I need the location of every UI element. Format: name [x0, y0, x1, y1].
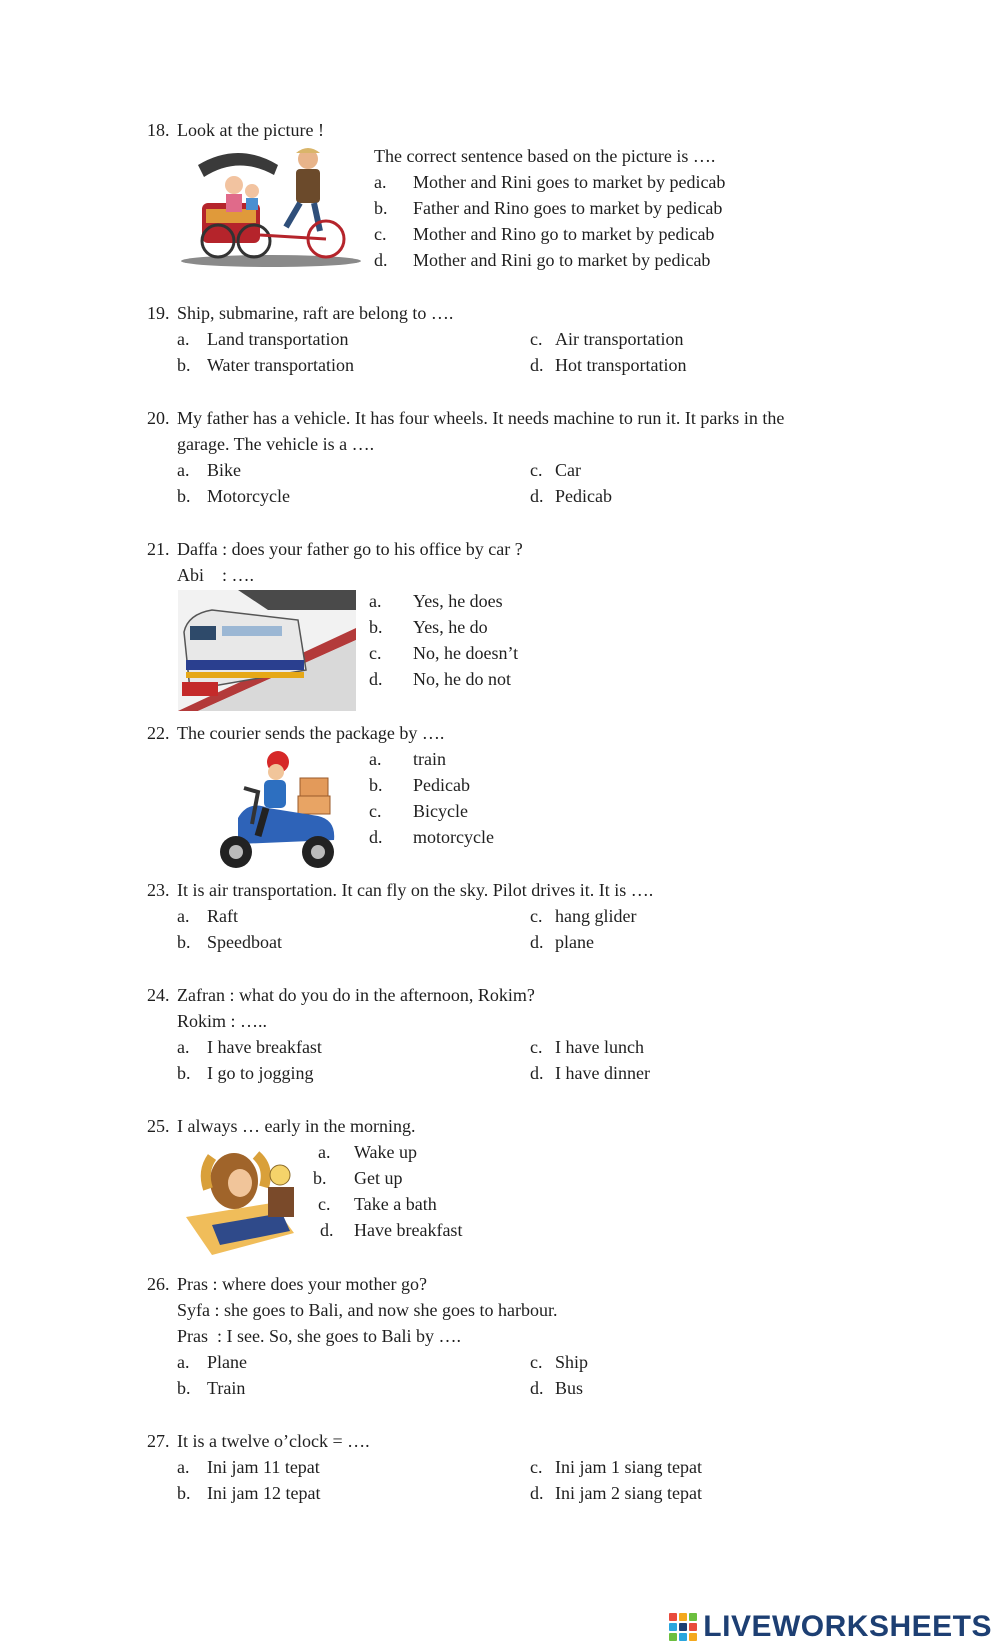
q22-option-b-letter[interactable]: b. [369, 775, 383, 795]
q20-option-d-letter[interactable]: d. [530, 486, 544, 506]
q19-option-d-letter[interactable]: d. [530, 355, 544, 375]
q23-option-c-letter[interactable]: c. [530, 906, 543, 926]
q24-option-a-text[interactable]: I have breakfast [207, 1037, 322, 1057]
q25-option-b-letter[interactable]: b. [313, 1168, 327, 1188]
question-21-text-line2: Abi : …. [177, 565, 255, 585]
q19-option-d-text[interactable]: Hot transportation [555, 355, 687, 375]
question-26-number: 26. [147, 1274, 170, 1294]
question-27-text: It is a twelve o’clock = …. [177, 1431, 370, 1451]
q18-option-b-text[interactable]: Father and Rino goes to market by pedicab [413, 198, 723, 218]
question-27-number: 27. [147, 1431, 170, 1451]
liveworksheets-logo[interactable] [669, 1610, 992, 1644]
q26-option-b-text[interactable]: Train [207, 1378, 246, 1398]
q21-option-a-text[interactable]: Yes, he does [413, 591, 503, 611]
question-18-number: 18. [147, 120, 170, 140]
q21-option-b-text[interactable]: Yes, he do [413, 617, 488, 637]
q27-option-b-text[interactable]: Ini jam 12 tepat [207, 1483, 321, 1503]
q19-option-b-text[interactable]: Water transportation [207, 355, 354, 375]
q27-option-a-letter[interactable]: a. [177, 1457, 190, 1477]
q23-option-d-text[interactable]: plane [555, 932, 594, 952]
question-18-subtext: The correct sentence based on the picture is …. [374, 146, 716, 166]
question-26-text-line3: Pras : I see. So, she goes to Bali by …. [177, 1326, 461, 1346]
q25-option-c-text[interactable]: Take a bath [354, 1194, 437, 1214]
q24-option-b-text[interactable]: I go to jogging [207, 1063, 314, 1083]
question-22-text: The courier sends the package by …. [177, 723, 445, 743]
q26-option-d-letter[interactable]: d. [530, 1378, 544, 1398]
pedicab-family-illustration [178, 145, 364, 271]
q20-option-c-text[interactable]: Car [555, 460, 581, 480]
q22-option-d-text[interactable]: motorcycle [413, 827, 494, 847]
question-19-number: 19. [147, 303, 170, 323]
q25-option-c-letter[interactable]: c. [318, 1194, 331, 1214]
question-20-text: My father has a vehicle. It has four wheels. It needs machine to run it. It parks in the [177, 408, 785, 428]
q26-option-a-text[interactable]: Plane [207, 1352, 247, 1372]
q21-option-a-letter[interactable]: a. [369, 591, 382, 611]
question-25-text: I always … early in the morning. [177, 1116, 416, 1136]
q21-option-d-letter[interactable]: d. [369, 669, 383, 689]
q24-option-d-text[interactable]: I have dinner [555, 1063, 650, 1083]
q26-option-a-letter[interactable]: a. [177, 1352, 190, 1372]
question-24-text-line2: Rokim : ….. [177, 1011, 268, 1031]
q26-option-c-text[interactable]: Ship [555, 1352, 589, 1372]
q27-option-d-letter[interactable]: d. [530, 1483, 544, 1503]
question-18-text: Look at the picture ! [177, 120, 324, 140]
q24-option-c-letter[interactable]: c. [530, 1037, 543, 1057]
q19-option-c-text[interactable]: Air transportation [555, 329, 684, 349]
q27-option-a-text[interactable]: Ini jam 11 tepat [207, 1457, 320, 1477]
q23-option-b-letter[interactable]: b. [177, 932, 191, 952]
q21-option-b-letter[interactable]: b. [369, 617, 383, 637]
q18-option-d-letter[interactable]: d. [374, 250, 388, 270]
q19-option-a-letter[interactable]: a. [177, 329, 190, 349]
question-20-text-line2: garage. The vehicle is a …. [177, 434, 375, 454]
q22-option-c-letter[interactable]: c. [369, 801, 382, 821]
girl-waking-up-illustration [182, 1141, 306, 1259]
q23-option-d-letter[interactable]: d. [530, 932, 544, 952]
q24-option-c-text[interactable]: I have lunch [555, 1037, 644, 1057]
question-24-text: Zafran : what do you do in the afternoon, Rokim? [177, 985, 535, 1005]
q27-option-c-letter[interactable]: c. [530, 1457, 543, 1477]
q18-option-a-letter[interactable]: a. [374, 172, 387, 192]
q24-option-d-letter[interactable]: d. [530, 1063, 544, 1083]
q20-option-a-text[interactable]: Bike [207, 460, 241, 480]
q26-option-b-letter[interactable]: b. [177, 1378, 191, 1398]
q18-option-a-text[interactable]: Mother and Rini goes to market by pedicab [413, 172, 726, 192]
question-23-number: 23. [147, 880, 170, 900]
question-26-text-line2: Syfa : she goes to Bali, and now she goes to harbour. [177, 1300, 558, 1320]
q23-option-a-letter[interactable]: a. [177, 906, 190, 926]
q20-option-a-letter[interactable]: a. [177, 460, 190, 480]
question-20-number: 20. [147, 408, 170, 428]
train-at-station-illustration [178, 590, 356, 711]
q18-option-c-letter[interactable]: c. [374, 224, 387, 244]
courier-scooter-illustration [208, 748, 344, 874]
q27-option-c-text[interactable]: Ini jam 1 siang tepat [555, 1457, 702, 1477]
q19-option-a-text[interactable]: Land transportation [207, 329, 349, 349]
q18-option-b-letter[interactable]: b. [374, 198, 388, 218]
q24-option-a-letter[interactable]: a. [177, 1037, 190, 1057]
q27-option-b-letter[interactable]: b. [177, 1483, 191, 1503]
q20-option-d-text[interactable]: Pedicab [555, 486, 612, 506]
question-21-text: Daffa : does your father go to his office by car ? [177, 539, 523, 559]
q22-option-a-letter[interactable]: a. [369, 749, 382, 769]
q19-option-c-letter[interactable]: c. [530, 329, 543, 349]
q23-option-a-text[interactable]: Raft [207, 906, 238, 926]
q24-option-b-letter[interactable]: b. [177, 1063, 191, 1083]
q20-option-b-text[interactable]: Motorcycle [207, 486, 290, 506]
q22-option-a-text[interactable]: train [413, 749, 446, 769]
q18-option-c-text[interactable]: Mother and Rino go to market by pedicab [413, 224, 715, 244]
q25-option-a-letter[interactable]: a. [318, 1142, 331, 1162]
question-26-text: Pras : where does your mother go? [177, 1274, 427, 1294]
question-24-number: 24. [147, 985, 170, 1005]
question-19-text: Ship, submarine, raft are belong to …. [177, 303, 454, 323]
q26-option-d-text[interactable]: Bus [555, 1378, 584, 1398]
question-25-number: 25. [147, 1116, 170, 1136]
q18-option-d-text[interactable]: Mother and Rini go to market by pedicab [413, 250, 711, 270]
q25-option-d-text[interactable]: Have breakfast [354, 1220, 463, 1240]
q21-option-d-text[interactable]: No, he do not [413, 669, 511, 689]
q21-option-c-letter[interactable]: c. [369, 643, 382, 663]
liveworksheets-logo-icon [669, 1613, 697, 1641]
q22-option-b-text[interactable]: Pedicab [413, 775, 470, 795]
q27-option-d-text[interactable]: Ini jam 2 siang tepat [555, 1483, 702, 1503]
q21-option-c-text[interactable]: No, he doesn’t [413, 643, 519, 663]
question-23-text: It is air transportation. It can fly on the sky. Pilot drives it. It is …. [177, 880, 654, 900]
q22-option-d-letter[interactable]: d. [369, 827, 383, 847]
q25-option-a-text[interactable]: Wake up [354, 1142, 418, 1162]
q25-option-b-text[interactable]: Get up [354, 1168, 403, 1188]
liveworksheets-logo-text: LIVEWORKSHEETS [703, 1610, 992, 1643]
q19-option-b-letter[interactable]: b. [177, 355, 191, 375]
q20-option-b-letter[interactable]: b. [177, 486, 191, 506]
q23-option-b-text[interactable]: Speedboat [207, 932, 282, 952]
q26-option-c-letter[interactable]: c. [530, 1352, 543, 1372]
q20-option-c-letter[interactable]: c. [530, 460, 543, 480]
q23-option-c-text[interactable]: hang glider [555, 906, 637, 926]
question-21-number: 21. [147, 539, 170, 559]
q22-option-c-text[interactable]: Bicycle [413, 801, 468, 821]
question-22-number: 22. [147, 723, 170, 743]
q25-option-d-letter[interactable]: d. [320, 1220, 334, 1240]
